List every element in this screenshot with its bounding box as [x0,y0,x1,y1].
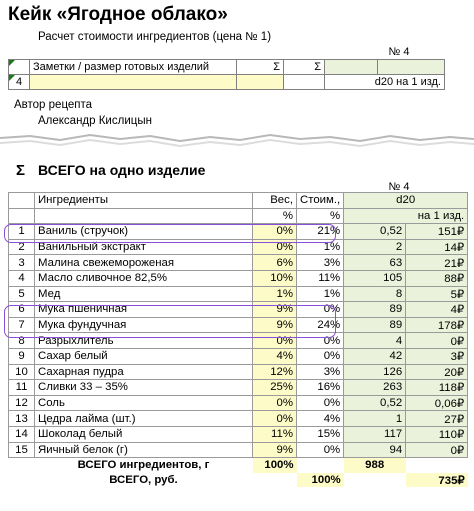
cost-percent: 16% [297,380,344,396]
ingredient-name: Ваниль (стручок) [35,224,253,240]
row-number: 1 [9,224,35,240]
sigma-icon: Σ [16,162,26,179]
row-number: 11 [9,380,35,396]
row-number: 4 [9,270,35,286]
table-row[interactable] [9,395,468,411]
price-per-item: 3₽ [406,348,468,364]
weight-percent[interactable]: 0% [253,411,297,427]
table-row[interactable] [9,364,468,380]
total-cost-label: ВСЕГО, руб. [109,473,178,486]
price-per-item: 0,06₽ [406,395,468,411]
grams-per-item[interactable]: 94 [344,442,406,458]
grams-per-item[interactable]: 89 [344,302,406,318]
ingredient-name: Соль [35,395,253,411]
cost-percent: 3% [297,364,344,380]
row-number: 14 [9,426,35,442]
row-number: 10 [9,364,35,380]
ingredient-name: Разрыхлитель [35,333,253,349]
main-recipe-number: № 4 [388,181,410,193]
header-size: d20 [344,193,468,209]
table-row[interactable] [9,426,468,442]
grams-per-item[interactable]: 0,52 [344,395,406,411]
grams-per-item[interactable]: 89 [344,317,406,333]
grams-per-item[interactable]: 263 [344,380,406,396]
table-row[interactable] [9,411,468,427]
sum-header-2: Σ [284,60,325,75]
row-number: 15 [9,442,35,458]
header-cost: Стоим., [297,193,344,209]
weight-percent[interactable]: 0% [253,239,297,255]
table-row[interactable] [9,286,468,302]
price-per-item: 4₽ [406,302,468,318]
cost-percent: 24% [297,317,344,333]
notes-table [8,59,445,90]
notes-input[interactable] [30,75,237,90]
cost-subtitle: Расчет стоимости ингредиентов (цена № 1) [38,31,272,43]
grams-per-item[interactable]: 63 [344,255,406,271]
price-per-item: 27₽ [406,411,468,427]
ingredient-name: Цедра лайма (шт.) [35,411,253,427]
header-number-cell [9,193,35,209]
weight-percent[interactable]: 11% [253,426,297,442]
weight-percent[interactable]: 4% [253,348,297,364]
price-per-item: 151₽ [406,224,468,240]
price-per-item: 110₽ [406,426,468,442]
row-number: 9 [9,348,35,364]
cost-percent: 21% [297,224,344,240]
total-cost-percent: 100% [297,473,344,488]
grams-per-item[interactable]: 4 [344,333,406,349]
header-ingredients: Ингредиенты [35,193,253,209]
ingredient-name: Ванильный экстракт [35,239,253,255]
ingredient-name: Сахар белый [35,348,253,364]
cost-percent: 3% [297,255,344,271]
price-per-item: 88₽ [406,270,468,286]
ingredient-name: Мука фундучная [35,317,253,333]
total-ingredients-label: ВСЕГО ингредиентов, г [77,459,210,472]
row-number: 8 [9,333,35,349]
header-size-sub: на 1 изд. [344,208,468,224]
price-per-item: 118₽ [406,380,468,396]
total-cost-rub: 735₽ [406,473,468,488]
row-number: 12 [9,395,35,411]
notes-row-number: 4 [9,75,30,90]
notes-cell-empty[interactable] [325,60,378,75]
table-row[interactable] [9,270,468,286]
grams-per-item[interactable]: 42 [344,348,406,364]
weight-percent[interactable]: 0% [253,395,297,411]
header-weight: Вес, [253,193,297,209]
row-number: 5 [9,286,35,302]
notes-sum-1[interactable] [237,75,284,90]
header-cost-unit: % [297,208,344,224]
header-ingredients-blank [35,208,253,224]
notes-sum-2[interactable] [284,75,325,90]
ingredient-name: Мед [35,286,253,302]
table-row[interactable] [9,255,468,271]
row-number: 7 [9,317,35,333]
cost-percent: 4% [297,411,344,427]
author-name: Александр Кислицын [38,115,152,127]
grams-per-item[interactable]: 117 [344,426,406,442]
highlight-vanilla [4,224,336,243]
cost-percent: 0% [297,302,344,318]
size-per-item: d20 на 1 изд. [325,75,445,90]
weight-percent[interactable]: 9% [253,317,297,333]
price-per-item: 178₽ [406,317,468,333]
weight-percent[interactable]: 0% [253,333,297,349]
price-per-item: 21₽ [406,255,468,271]
ingredient-name: Шоколад белый [35,426,253,442]
price-per-item: 0₽ [406,333,468,349]
cost-percent: 0% [297,333,344,349]
ingredient-name: Сливки 33 – 35% [35,380,253,396]
cell-marker[interactable] [9,60,30,75]
highlight-flour [4,305,336,338]
weight-percent[interactable]: 6% [253,255,297,271]
ingredient-name: Масло сливочное 82,5% [35,270,253,286]
notes-cell-empty[interactable] [378,60,445,75]
row-number: 3 [9,255,35,271]
total-weight: 100% [253,458,297,473]
row-number: 6 [9,302,35,318]
cost-percent: 0% [297,348,344,364]
weight-percent[interactable]: 12% [253,364,297,380]
table-row[interactable] [9,442,468,458]
cost-percent: 15% [297,426,344,442]
grams-per-item[interactable]: 126 [344,364,406,380]
grams-per-item[interactable]: 0,52 [344,224,406,240]
price-per-item: 20₽ [406,364,468,380]
weight-percent[interactable]: 1% [253,286,297,302]
row-number: 2 [9,239,35,255]
price-per-item: 14₽ [406,239,468,255]
cost-percent: 0% [297,442,344,458]
table-row[interactable] [9,348,468,364]
row-number: 13 [9,411,35,427]
price-per-item: 0₽ [406,442,468,458]
ingredient-name: Яичный белок (г) [35,442,253,458]
grams-per-item[interactable]: 8 [344,286,406,302]
ingredient-name: Мука пшеничная [35,302,253,318]
header-weight-unit: % [253,208,297,224]
notes-header: Заметки / размер готовых изделий [30,60,237,75]
weight-percent[interactable]: 9% [253,442,297,458]
cost-percent: 11% [297,270,344,286]
weight-percent[interactable]: 25% [253,380,297,396]
weight-percent[interactable]: 0% [253,224,297,240]
cost-percent: 1% [297,286,344,302]
grams-per-item[interactable]: 105 [344,270,406,286]
ingredient-name: Сахарная пудра [35,364,253,380]
author-label: Автор рецепта [14,99,93,111]
price-per-item: 5₽ [406,286,468,302]
grams-per-item[interactable]: 2 [344,239,406,255]
table-row[interactable] [9,380,468,396]
ingredient-name: Малина свежемороженая [35,255,253,271]
torn-edge-divider [0,128,474,152]
top-recipe-number: № 4 [388,46,410,58]
recipe-title: Кейк «Ягодное облако» [8,4,228,25]
header-number-cell [9,208,35,224]
section-title: ВСЕГО на одно изделие [38,162,206,178]
weight-percent[interactable]: 10% [253,270,297,286]
cost-percent: 1% [297,239,344,255]
sum-header-1: Σ [237,60,284,75]
grams-per-item[interactable]: 1 [344,411,406,427]
weight-percent[interactable]: 9% [253,302,297,318]
total-grams: 988 [344,458,406,473]
cost-percent: 0% [297,395,344,411]
